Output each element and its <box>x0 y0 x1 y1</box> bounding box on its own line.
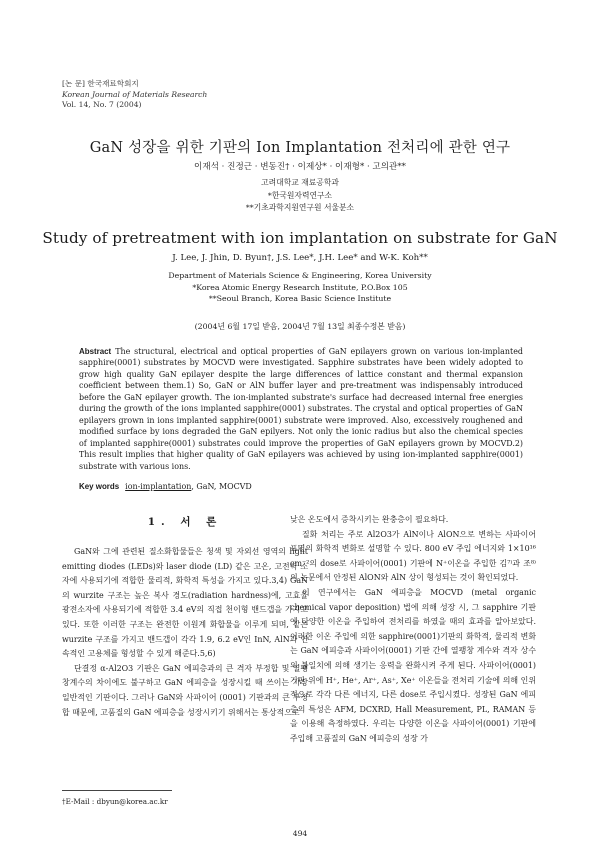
journal-header-line3: Vol. 14, No. 7 (2004) <box>62 100 142 109</box>
english-affiliations <box>0 270 600 305</box>
keyword-link[interactable]: ion-implantation <box>125 482 192 491</box>
abstract-text: The structural, electrical and optical properties of GaN epilayers grown on various ion-implanted sapphire(0001) substrates by MOCVD were investigated. Sapphire substrates have been widely adopted to grow high quality GaN epilayer despite the large differences of lattice constant and thermal expansion coefficient between them.1) So, GaN or AlN buffer layer and pre-treatment was indispensably introduced before the GaN epilayer growth. The ion-implanted substrate's surface had decreased internal free energies during the growth of the ions implanted sapphire(0001) substrates. The crystal and optical properties of GaN epilayers grown in ions implanted sapphire(0001) substrate were improved. Also, excessively roughened and modified surface by ions degraded the GaN epilyers. Not only the ionic radius but also the chemical species of implanted sapphire(0001) substrates could improve the properties of GaN epilayers grown by MOCVD.2) This result implies that higher quality of GaN epilayers was achieved by using ion-implanted sapphire(0001) substrate with various ions. <box>79 347 523 471</box>
footnote-divider <box>62 790 172 791</box>
right-column <box>290 513 536 747</box>
keywords-rest: , GaN, MOCVD <box>191 482 252 491</box>
received-dates: (2004년 6월 17일 받음, 2004년 7월 13일 최종수정본 받음) <box>194 322 406 331</box>
abstract-label: Abstract <box>79 347 112 356</box>
paragraph: 낮은 온도에서 증착시키는 완충층이 필요하다. <box>290 515 449 524</box>
korean-affiliation: 고려대학교 재료공학과 <box>261 178 339 187</box>
korean-affiliation: *한국원자력연구소 <box>267 190 333 200</box>
english-authors: J. Lee, J. Jhin, D. Byun†, J.S. Lee*, J.H. Lee* and W-K. Koh** <box>172 253 428 263</box>
korean-affiliations <box>0 177 600 215</box>
keywords-label: Key words <box>79 482 120 491</box>
english-affiliation: **Seoul Branch, Korea Basic Science Institute <box>208 294 392 303</box>
korean-authors: 이재석 · 진정근 · 변동진† · 이제상* · 이재형* · 고의관** <box>194 162 406 172</box>
english-title: Study of pretreatment with ion implantation on substrate for GaN <box>42 229 558 247</box>
korean-affiliation: **기초과학지원연구원 서울분소 <box>245 203 355 212</box>
english-affiliation: Department of Materials Science & Engineering, Korea University <box>168 271 432 280</box>
keywords <box>79 482 252 491</box>
journal-header-line1: [논 문] 한국재료학회지 <box>62 79 139 88</box>
paragraph: 질화 처리는 주로 Al2O3가 AlN이나 AlON으로 변하는 사파이어 표면의 화학적 변화로 설명할 수 있다. 800 eV 주입 에너지와 1×10¹⁶ cm⁻²의 dose로 사파이어(0001) 기판에 N⁺이온을 주입한 김⁷⁾과 조⁸⁾의 논문에서 안정된 AlON와 AlN 상이 형성되는 것이 확인되었다. <box>290 529 536 583</box>
left-column <box>62 545 308 720</box>
paragraph: 이 연구에서는 GaN 에피층을 MOCVD (metal organic chemical vapor deposition) 법에 의해 성장 시, 그 sapphire 기판에 다양한 이온을 주입하여 전처리를 하였을 때의 효과를 알아보았다. 이러한 이온 주입에 의한 sapphire(0001)기판의 화학적, 물리적 변화는 GaN 에피층과 사파이어(0001) 기판 간에 열팽창 계수와 격자 상수의 불일치에 의해 생기는 응력을 완화시켜 주게 된다. 사파이어(0001) 기판 위에 H⁺, He⁺, Ar⁺, As⁺, Xe⁺ 이온들을 전처리 기술에 의해 인위적으로 각각 다른 에너지, 다른 dose로 주입시켰다. 성장된 GaN 에피층의 특성은 AFM, DCXRD, Hall Measurement, PL, RAMAN 등을 이용해 측정하였다. 우리는 다양한 이온을 사파이어(0001) 기판에 주입해 고품질의 GaN 에피층의 성장 가 <box>290 587 536 743</box>
section-heading: 1. 서 론 <box>147 516 223 528</box>
journal-header <box>62 79 207 111</box>
paragraph: 단결정 α-Al2O3 기판은 GaN 에피층과의 큰 격자 부정합 및 열팽창계수의 차이에도 불구하고 GaN 에피층을 성장시킬 때 쓰이는 가장 일반적인 기판이다. 그러나 GaN와 사파이어 (0001) 기판과의 큰 부정합 때문에, 고품질의 GaN 에피층을 성장시키기 위해서는 통상적으로 <box>62 663 308 717</box>
journal-header-line2: Korean Journal of Materials Research <box>62 89 208 99</box>
korean-title: GaN 성장을 위한 기판의 Ion Implantation 전처리에 관한 연구 <box>89 140 511 156</box>
english-affiliation: *Korea Atomic Energy Research Institute, P.O.Box 105 <box>192 282 408 292</box>
paragraph: GaN와 그에 관련된 질소화합물들은 청색 및 자외선 영역의 light emitting diodes (LEDs)와 laser diode (LD) 같은 고온, 고전력 소자에 사용되기에 적합한 물리적, 화학적 특성을 가지고 있다.3,4) GaN의 wurzite 구조는 높은 복사 경도(radiation hardness)에, 고효율 광전소자에 사용되기에 적합한 3.4 eV의 직접 천이형 밴드갭을 가지고 있다. 또한 이러한 구조는 완전한 이원계 화합물을 이루게 되며, 같은 wurzite 구조를 가지고 밴드갭이 각각 1.9, 6.2 eV인 InN, AlN과 연속적인 고용체를 형성할 수 있게 해준다.5,6) <box>62 547 308 659</box>
page-number: 494 <box>292 829 308 838</box>
footnote-email: †E-Mail : dbyun@korea.ac.kr <box>62 797 168 806</box>
abstract <box>79 346 523 472</box>
